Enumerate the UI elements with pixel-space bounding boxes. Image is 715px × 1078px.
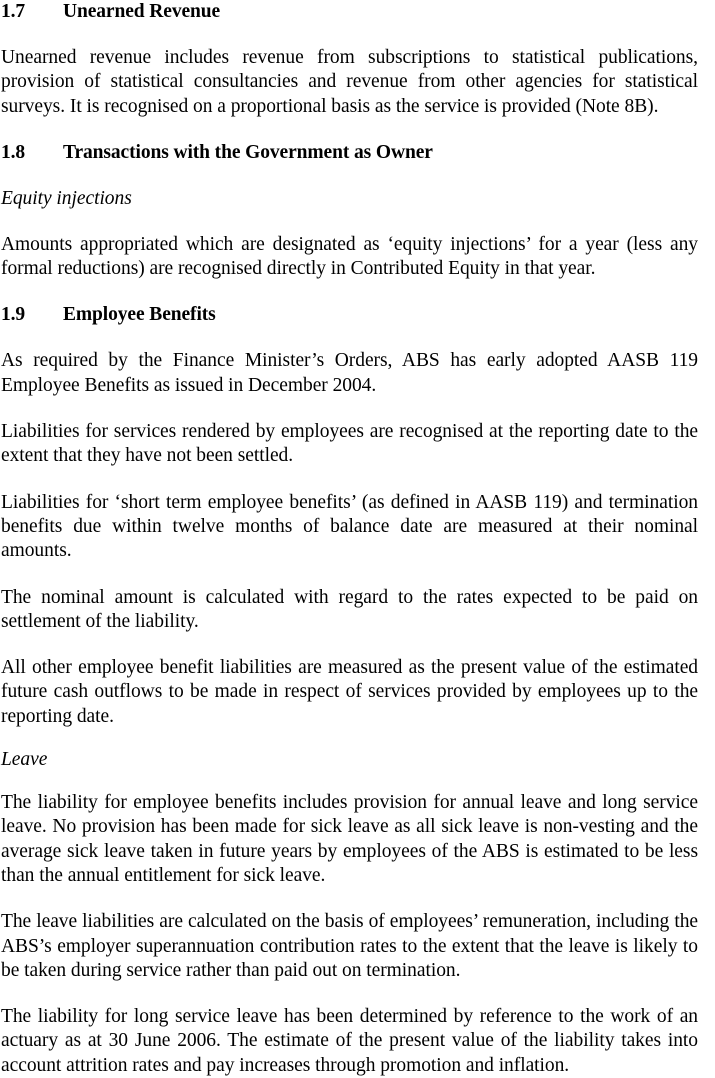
section-title: Employee Benefits (63, 304, 216, 326)
spacer (1, 888, 698, 910)
spacer (1, 211, 698, 233)
section-title: Transactions with the Government as Owner (63, 141, 433, 163)
spacer (1, 327, 698, 349)
paragraph-nominal-amount: The nominal amount is calculated with regard to the rates expected to be paid on settlement of the liability. (1, 586, 698, 632)
paragraph-short-term-benefits: Liabilities for ‘short term employee benefits’ (as defined in AASB 119) and termination benefits due within twelve months of balance date are measured at their nominal amounts. (1, 491, 698, 562)
section-heading-1-7 (1, 0, 698, 24)
paragraph-unearned-revenue: Unearned revenue includes revenue from subscriptions to statistical publications, provision of statistical consultancies and revenue from other agencies for statistical surveys. It is recognised on a proportional basis as the service is provided (Note 8B). (1, 47, 698, 117)
spacer (1, 165, 698, 187)
spacer (1, 281, 698, 303)
paragraph-long-service-leave-actuary: The liability for long service leave has been determined by reference to the work of an actuary as at 30 June 2006. The estimate of the present value of the liability takes into account attrition rates and pay increases through promotion and inflation. (1, 1006, 698, 1076)
paragraph-other-benefit-liabilities: All other employee benefit liabilities are measured as the present value of the estimated future cash outflows to be made in respect of services provided by employees up to the reporting date. (1, 657, 698, 727)
paragraph-aasb-119-adoption: As required by the Finance Minister’s Orders, ABS has early adopted AASB 119 Employee Benefits as issued in December 2004. (1, 350, 698, 396)
spacer (1, 729, 698, 748)
paragraph-services-rendered: Liabilities for services rendered by employees are recognised at the reporting date to the extent that they have not been settled. (1, 421, 698, 467)
spacer (1, 398, 698, 420)
subheading-equity-injections: Equity injections (1, 187, 132, 209)
subheading-leave: Leave (1, 749, 48, 771)
spacer (1, 469, 698, 491)
section-title: Unearned Revenue (63, 1, 221, 22)
paragraph-leave-provision: The liability for employee benefits includes provision for annual leave and long service leave. No provision has been made for sick leave as all sick leave is non-vesting and the average sick leave taken in future years by employees of the ABS is estimated to be less than the annual entitlement for sick leave. (1, 792, 698, 886)
spacer (1, 119, 698, 141)
spacer (1, 772, 698, 791)
spacer (1, 634, 698, 656)
paragraph-leave-calculation: The leave liabilities are calculated on the basis of employees’ remuneration, including the ABS’s employer superannuation contribution rates to the extent that the leave is likely to be taken during service rather than paid out on termination. (1, 911, 698, 981)
page-content (1, 0, 698, 1078)
section-heading-1-8 (1, 141, 698, 165)
section-number: 1.9 (1, 304, 26, 326)
spacer (1, 564, 698, 586)
section-heading-1-9 (1, 303, 698, 327)
spacer (1, 24, 698, 46)
section-number: 1.7 (1, 1, 26, 22)
section-number: 1.8 (1, 141, 26, 163)
paragraph-equity-injections: Amounts appropriated which are designated as ‘equity injections’ for a year (less any formal reductions) are recognised directly in Contributed Equity in that year. (1, 233, 698, 280)
spacer (1, 983, 698, 1005)
